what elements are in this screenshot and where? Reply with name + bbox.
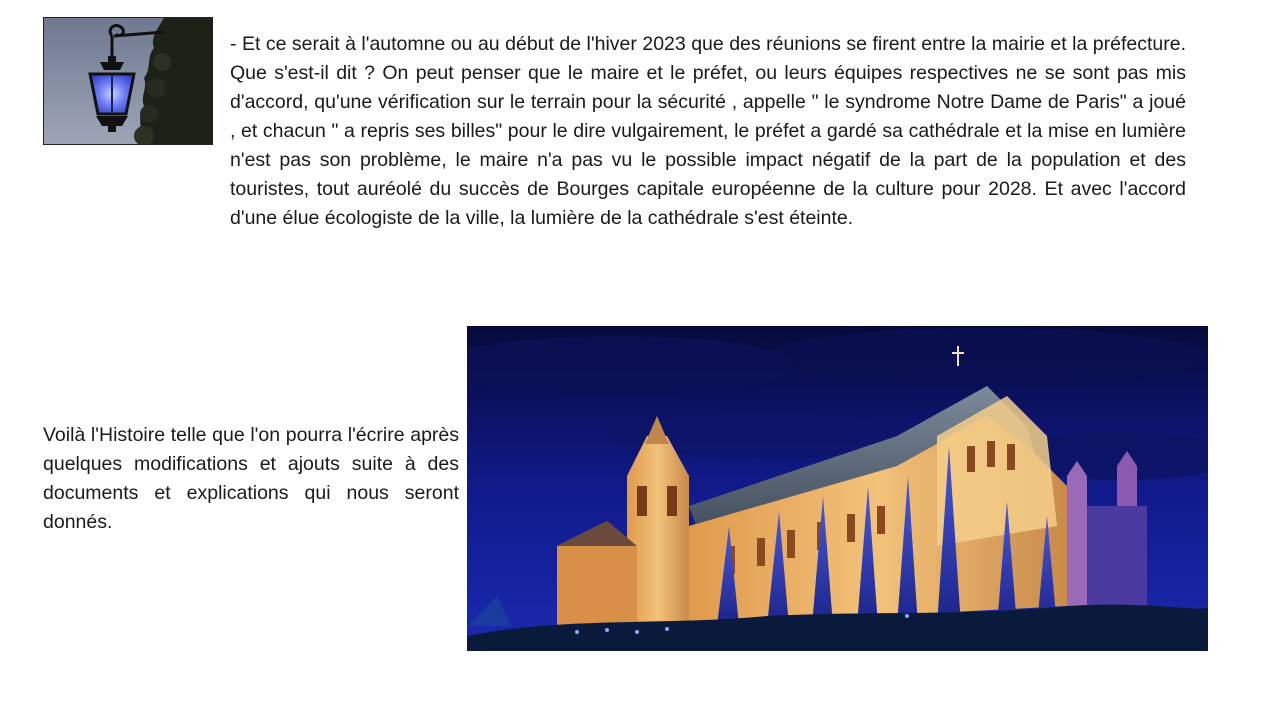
bottom-paragraph: Voilà l'Histoire telle que l'on pourra l'écrire après quelques modifications et ajouts suite à des documents et explications qui nous seront donnés. (43, 424, 459, 533)
illuminated-cathedral-photo (467, 326, 1208, 651)
top-paragraph: - Et ce serait à l'automne ou au début de l'hiver 2023 que des réunions se firent entre la mairie et la préfecture. Que s'est-il dit ? On peut penser que le maire et le préfet, ou leurs équipes respectives ne se sont pas mis d'accord, qu'une vérification sur le terrain pour la sécurité , appelle " le syndrome Notre Dame de Paris" a joué , et chacun " a repris ses billes" pour le dire vulgairement, le préfet a gardé sa cathédrale et la mise en lumière n'est pas son problème, le maire n'a pas vu le possible impact négatif de la part de la population et des touristes, tout auréolé du succès de Bourges capitale européenne de la culture pour 2028. Et avec l'accord d'une élue écologiste de la ville, la lumière de la cathédrale s'est éteinte. (230, 33, 1186, 229)
street-lamp-photo (43, 17, 213, 145)
